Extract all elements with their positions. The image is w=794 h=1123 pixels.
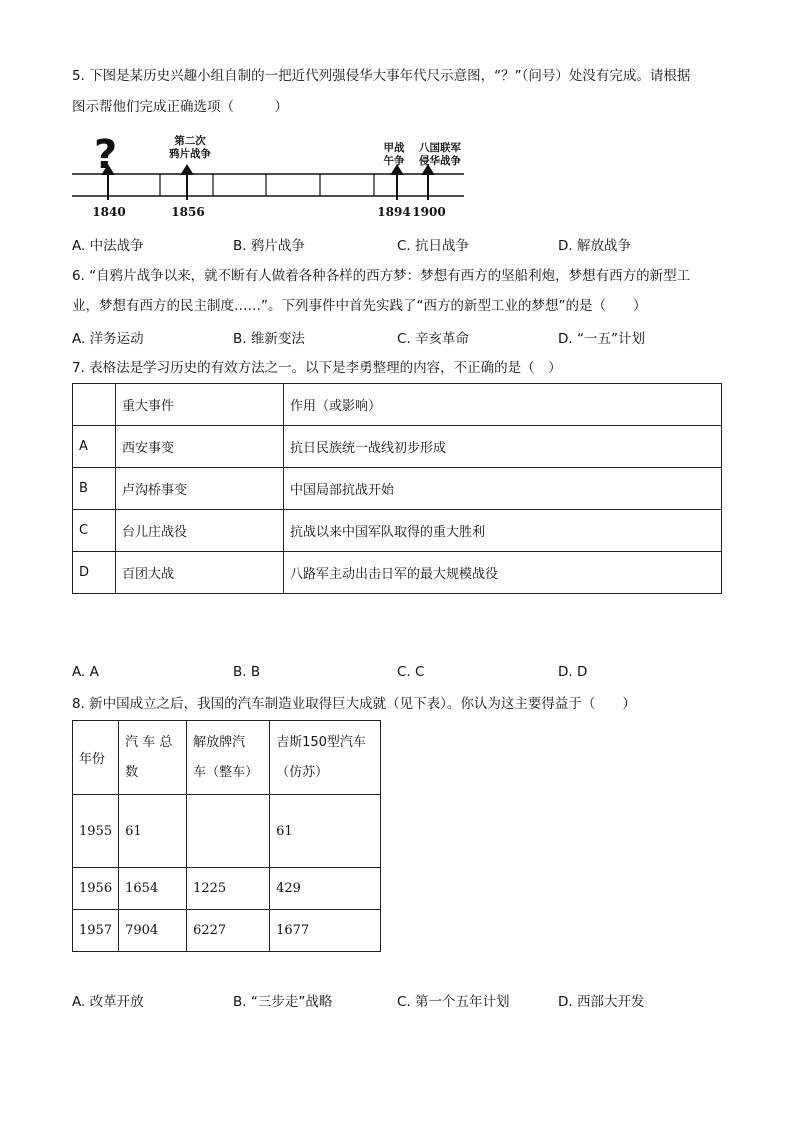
table-header-cell: 年份 (73, 721, 119, 795)
table-cell: C (73, 510, 116, 552)
table-cell (73, 384, 116, 426)
q5-stem-line2: 图示帮他们完成正确选项（ ） (72, 99, 288, 115)
year-1856: 1856 (171, 205, 205, 219)
q7-option-a[interactable]: A. A (72, 664, 99, 680)
table-cell (187, 795, 270, 868)
q5-option-c[interactable]: C. 抗日战争 (397, 238, 470, 254)
header-text: 数 (125, 764, 139, 780)
table-row (73, 795, 381, 868)
q8-option-b[interactable]: B. “三步走”战略 (233, 994, 333, 1010)
arrow-1856 (182, 166, 192, 200)
q7-stem: 7. 表格法是学习历史的有效方法之一。以下是李勇整理的内容，不正确的是（ ） (72, 360, 562, 376)
q8-option-c[interactable]: C. 第一个五年计划 (397, 994, 510, 1010)
table-header-cell: 作用（或影响） (284, 384, 722, 426)
table-cell: B (73, 468, 116, 510)
table-cell: 西安事变 (116, 426, 284, 468)
q6-option-c[interactable]: C. 辛亥革命 (397, 331, 470, 347)
table-cell: 八路军主动出击日军的最大规模战役 (284, 552, 722, 594)
table-header-cell (119, 721, 187, 795)
table-cell: 卢沟桥事变 (116, 468, 284, 510)
q8-option-d[interactable]: D. 西部大开发 (558, 994, 645, 1010)
table-cell: D (73, 552, 116, 594)
header-text: 车（整车） (193, 764, 259, 780)
table-cell: 61 (119, 795, 187, 868)
table-row (73, 868, 381, 910)
q8-option-a[interactable]: A. 改革开放 (72, 994, 144, 1010)
table-cell: 抗战以来中国军队取得的重大胜利 (284, 510, 722, 552)
label-1900-line2: 侵华战争 (419, 155, 461, 167)
header-text: 吉斯150型汽车 (276, 734, 366, 750)
q5-option-d[interactable]: D. 解放战争 (558, 238, 631, 254)
header-text: （仿苏） (276, 764, 329, 780)
table-header-cell (270, 721, 381, 795)
q7-option-b[interactable]: B. B (233, 664, 261, 680)
q5-option-a[interactable]: A. 中法战争 (72, 238, 144, 254)
q6-stem-line1: 6. “自鸦片战争以来，就不断有人做着各种各样的西方梦：梦想有西方的坚船利炮，梦想有西方的新型工 (72, 268, 691, 284)
table-header-row (73, 721, 381, 795)
arrow-1900 (423, 166, 433, 200)
q7-option-c[interactable]: C. C (397, 664, 425, 680)
table-cell: 1654 (119, 868, 187, 910)
table-row (73, 510, 722, 552)
year-1840: 1840 (92, 205, 126, 219)
table-row (73, 468, 722, 510)
table-row (73, 552, 722, 594)
table-cell: 中国局部抗战开始 (284, 468, 722, 510)
table-row (73, 426, 722, 468)
table-header-cell (187, 721, 270, 795)
label-1856-line1: 第二次 (174, 135, 206, 147)
table-cell: 429 (270, 868, 381, 910)
table-cell: 1955 (73, 795, 119, 868)
table-header-cell: 重大事件 (116, 384, 284, 426)
table-cell: 1225 (187, 868, 270, 910)
timeline-ruler (72, 128, 472, 224)
year-1894: 1894 (377, 205, 411, 219)
header-text: 解放牌汽 (193, 734, 246, 750)
q7-option-d[interactable]: D. D (558, 664, 588, 680)
q6-option-d[interactable]: D. “一五”计划 (558, 331, 645, 347)
table-cell: 7904 (119, 910, 187, 952)
table-cell: A (73, 426, 116, 468)
q8-table (72, 720, 381, 952)
q6-option-b[interactable]: B. 维新变法 (233, 331, 305, 347)
header-text: 汽 车 总 (125, 734, 173, 750)
q6-option-a[interactable]: A. 洋务运动 (72, 331, 144, 347)
table-cell: 百团大战 (116, 552, 284, 594)
table-row (73, 910, 381, 952)
q5-stem-line1: 5. 下图是某历史兴趣小组自制的一把近代列强侵华大事年代尺示意图，“？”（问号）处没有完成。请根据 (72, 68, 691, 84)
arrow-1894 (392, 166, 402, 200)
table-cell: 1956 (73, 868, 119, 910)
table-cell: 6227 (187, 910, 270, 952)
q5-option-b[interactable]: B. 鸦片战争 (233, 238, 305, 254)
table-header-row (73, 384, 722, 426)
table-cell: 抗日民族统一战线初步形成 (284, 426, 722, 468)
label-1894-line2: 午争 (383, 155, 405, 167)
label-1900-line1: 八国联军 (419, 142, 461, 154)
table-cell: 1957 (73, 910, 119, 952)
q6-stem-line2: 业，梦想有西方的民主制度……”。下列事件中首先实践了“西方的新型工业的梦想”的是（ ） (72, 298, 647, 314)
table-cell: 61 (270, 795, 381, 868)
label-1856-line2: 鸦片战争 (169, 148, 211, 160)
question-mark: ? (94, 132, 118, 178)
q7-table (72, 383, 722, 594)
q8-stem: 8. 新中国成立之后，我国的汽车制造业取得巨大成就（见下表）。你认为这主要得益于（ ） (72, 696, 636, 712)
table-cell: 台儿庄战役 (116, 510, 284, 552)
year-1900: 1900 (412, 205, 446, 219)
ruler-ticks (160, 174, 374, 196)
table-cell: 1677 (270, 910, 381, 952)
label-1894-line1: 甲战 (383, 142, 405, 154)
